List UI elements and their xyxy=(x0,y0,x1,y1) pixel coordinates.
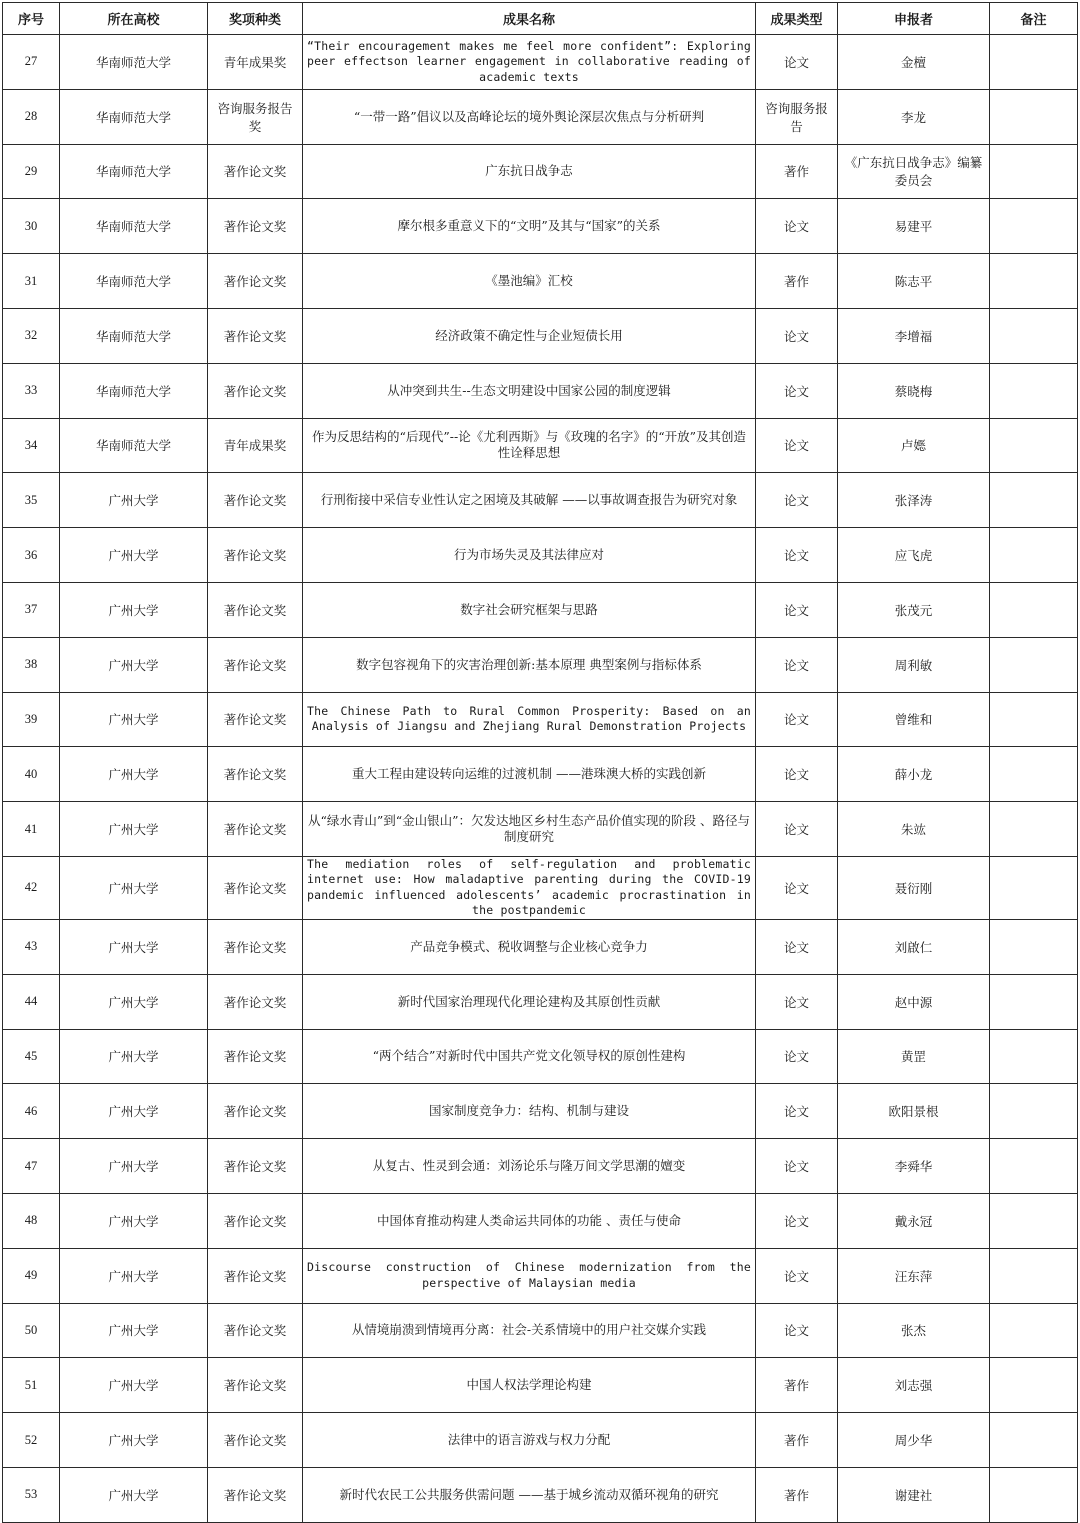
cell-type: 论文 xyxy=(756,582,838,637)
cell-remark xyxy=(990,1358,1078,1413)
cell-index: 36 xyxy=(3,528,60,583)
cell-award: 著作论文奖 xyxy=(208,254,303,309)
cell-school: 华南师范大学 xyxy=(60,363,208,418)
cell-school: 广州大学 xyxy=(60,473,208,528)
cell-award: 著作论文奖 xyxy=(208,637,303,692)
cell-type: 论文 xyxy=(756,1248,838,1303)
cell-title: “两个结合”对新时代中国共产党文化领导权的原创性建构 xyxy=(303,1029,756,1084)
cell-index: 48 xyxy=(3,1193,60,1248)
header-cell-applicant: 申报者 xyxy=(838,3,990,35)
cell-type: 论文 xyxy=(756,418,838,473)
cell-award: 著作论文奖 xyxy=(208,974,303,1029)
cell-type: 论文 xyxy=(756,747,838,802)
cell-applicant: 汪东萍 xyxy=(838,1248,990,1303)
cell-remark xyxy=(990,1193,1078,1248)
cell-award: 青年成果奖 xyxy=(208,418,303,473)
cell-title: 新时代农民工公共服务供需问题 ——基于城乡流动双循环视角的研究 xyxy=(303,1467,756,1522)
cell-index: 39 xyxy=(3,692,60,747)
cell-award: 著作论文奖 xyxy=(208,144,303,199)
cell-applicant: 周少华 xyxy=(838,1413,990,1468)
cell-school: 广州大学 xyxy=(60,1193,208,1248)
cell-school: 广州大学 xyxy=(60,1413,208,1468)
cell-remark xyxy=(990,254,1078,309)
cell-remark xyxy=(990,1029,1078,1084)
cell-index: 33 xyxy=(3,363,60,418)
table-row xyxy=(3,89,1078,144)
cell-index: 38 xyxy=(3,637,60,692)
cell-title: 行刑衔接中采信专业性认定之困境及其破解 ——以事故调查报告为研究对象 xyxy=(303,473,756,528)
cell-award: 著作论文奖 xyxy=(208,1084,303,1139)
cell-type: 论文 xyxy=(756,1029,838,1084)
cell-type: 论文 xyxy=(756,199,838,254)
cell-applicant: 欧阳景根 xyxy=(838,1084,990,1139)
cell-school: 广州大学 xyxy=(60,1248,208,1303)
cell-type: 著作 xyxy=(756,144,838,199)
cell-award: 著作论文奖 xyxy=(208,1467,303,1522)
cell-remark xyxy=(990,919,1078,974)
cell-applicant: 谢建社 xyxy=(838,1467,990,1522)
cell-award: 著作论文奖 xyxy=(208,1303,303,1358)
cell-award: 著作论文奖 xyxy=(208,747,303,802)
cell-type: 论文 xyxy=(756,802,838,857)
cell-applicant: 《广东抗日战争志》编纂委员会 xyxy=(838,144,990,199)
cell-award: 著作论文奖 xyxy=(208,1413,303,1468)
cell-remark xyxy=(990,1303,1078,1358)
table-row xyxy=(3,199,1078,254)
cell-title: 《墨池编》汇校 xyxy=(303,254,756,309)
table-row xyxy=(3,1193,1078,1248)
cell-index: 31 xyxy=(3,254,60,309)
cell-title: 从复古、性灵到会通：刘汤论乐与隆万间文学思潮的嬗变 xyxy=(303,1139,756,1194)
cell-remark xyxy=(990,35,1078,90)
cell-remark xyxy=(990,856,1078,919)
cell-award: 著作论文奖 xyxy=(208,919,303,974)
header-cell-award: 奖项种类 xyxy=(208,3,303,35)
cell-remark xyxy=(990,1413,1078,1468)
table-row xyxy=(3,144,1078,199)
cell-award: 著作论文奖 xyxy=(208,308,303,363)
cell-applicant: 卢嫕 xyxy=(838,418,990,473)
cell-type: 论文 xyxy=(756,1084,838,1139)
table-row xyxy=(3,35,1078,90)
table-row xyxy=(3,254,1078,309)
header-cell-type: 成果类型 xyxy=(756,3,838,35)
cell-remark xyxy=(990,363,1078,418)
cell-remark xyxy=(990,802,1078,857)
cell-title: 从冲突到共生--生态文明建设中国家公园的制度逻辑 xyxy=(303,363,756,418)
cell-school: 华南师范大学 xyxy=(60,418,208,473)
table-row xyxy=(3,418,1078,473)
cell-type: 论文 xyxy=(756,974,838,1029)
cell-title: 重大工程由建设转向运维的过渡机制 ——港珠澳大桥的实践创新 xyxy=(303,747,756,802)
cell-type: 论文 xyxy=(756,473,838,528)
cell-applicant: 赵中源 xyxy=(838,974,990,1029)
cell-title: 从“绿水青山”到“金山银山”：欠发达地区乡村生态产品价值实现的阶段 、路径与制度研究 xyxy=(303,802,756,857)
cell-award: 著作论文奖 xyxy=(208,582,303,637)
cell-applicant: 黄罡 xyxy=(838,1029,990,1084)
table-row xyxy=(3,363,1078,418)
table-row xyxy=(3,1467,1078,1522)
table-row xyxy=(3,974,1078,1029)
table-row xyxy=(3,802,1078,857)
header-cell-remark: 备注 xyxy=(990,3,1078,35)
cell-type: 咨询服务报告 xyxy=(756,89,838,144)
table-row xyxy=(3,1248,1078,1303)
header-row xyxy=(3,3,1078,35)
cell-applicant: 刘志强 xyxy=(838,1358,990,1413)
cell-award: 著作论文奖 xyxy=(208,692,303,747)
table-row xyxy=(3,856,1078,919)
cell-index: 28 xyxy=(3,89,60,144)
cell-applicant: 薛小龙 xyxy=(838,747,990,802)
cell-index: 51 xyxy=(3,1358,60,1413)
cell-applicant: 蔡晓梅 xyxy=(838,363,990,418)
cell-title: The mediation roles of self‑regulation and problematic internet use: How maladaptive parenting during the COVID‑19 pandemic influenced adolescents’ academic procrastination in the postpandemic xyxy=(303,856,756,919)
cell-award: 著作论文奖 xyxy=(208,199,303,254)
cell-index: 41 xyxy=(3,802,60,857)
cell-index: 34 xyxy=(3,418,60,473)
cell-remark xyxy=(990,582,1078,637)
cell-remark xyxy=(990,473,1078,528)
cell-school: 广州大学 xyxy=(60,802,208,857)
cell-type: 论文 xyxy=(756,919,838,974)
cell-school: 华南师范大学 xyxy=(60,254,208,309)
cell-type: 论文 xyxy=(756,528,838,583)
cell-applicant: 朱竑 xyxy=(838,802,990,857)
cell-school: 广州大学 xyxy=(60,1303,208,1358)
cell-remark xyxy=(990,528,1078,583)
cell-applicant: 周利敏 xyxy=(838,637,990,692)
cell-title: 产品竞争模式、税收调整与企业核心竞争力 xyxy=(303,919,756,974)
cell-school: 广州大学 xyxy=(60,974,208,1029)
cell-school: 广州大学 xyxy=(60,1467,208,1522)
cell-award: 著作论文奖 xyxy=(208,1139,303,1194)
cell-title: “一带一路”倡议以及高峰论坛的境外舆论深层次焦点与分析研判 xyxy=(303,89,756,144)
table-row xyxy=(3,747,1078,802)
cell-type: 著作 xyxy=(756,1358,838,1413)
cell-school: 广州大学 xyxy=(60,1029,208,1084)
cell-applicant: 李舜华 xyxy=(838,1139,990,1194)
cell-index: 43 xyxy=(3,919,60,974)
cell-applicant: 李增福 xyxy=(838,308,990,363)
cell-type: 论文 xyxy=(756,35,838,90)
cell-remark xyxy=(990,308,1078,363)
cell-school: 广州大学 xyxy=(60,692,208,747)
cell-applicant: 聂衍刚 xyxy=(838,856,990,919)
cell-remark xyxy=(990,747,1078,802)
cell-award: 青年成果奖 xyxy=(208,35,303,90)
cell-school: 广州大学 xyxy=(60,856,208,919)
cell-school: 广州大学 xyxy=(60,1139,208,1194)
cell-title: 中国人权法学理论构建 xyxy=(303,1358,756,1413)
cell-index: 52 xyxy=(3,1413,60,1468)
cell-applicant: 刘啟仁 xyxy=(838,919,990,974)
cell-type: 论文 xyxy=(756,637,838,692)
cell-type: 论文 xyxy=(756,692,838,747)
cell-type: 论文 xyxy=(756,1193,838,1248)
cell-school: 广州大学 xyxy=(60,1358,208,1413)
cell-title: 新时代国家治理现代化理论建构及其原创性贡献 xyxy=(303,974,756,1029)
table-row xyxy=(3,1084,1078,1139)
cell-title: 国家制度竞争力：结构、机制与建设 xyxy=(303,1084,756,1139)
cell-applicant: 李龙 xyxy=(838,89,990,144)
cell-index: 29 xyxy=(3,144,60,199)
table-row xyxy=(3,582,1078,637)
cell-title: 作为反思结构的“后现代”--论《尤利西斯》与《玫瑰的名字》的“开放”及其创造性诠释思想 xyxy=(303,418,756,473)
table-row xyxy=(3,473,1078,528)
cell-school: 广州大学 xyxy=(60,919,208,974)
cell-title: 法律中的语言游戏与权力分配 xyxy=(303,1413,756,1468)
cell-type: 著作 xyxy=(756,254,838,309)
cell-title: 行为市场失灵及其法律应对 xyxy=(303,528,756,583)
cell-remark xyxy=(990,1248,1078,1303)
cell-school: 华南师范大学 xyxy=(60,89,208,144)
cell-type: 论文 xyxy=(756,363,838,418)
cell-award: 著作论文奖 xyxy=(208,1248,303,1303)
header-cell-title: 成果名称 xyxy=(303,3,756,35)
cell-title: 摩尔根多重意义下的“文明”及其与“国家”的关系 xyxy=(303,199,756,254)
cell-school: 华南师范大学 xyxy=(60,199,208,254)
cell-index: 49 xyxy=(3,1248,60,1303)
cell-remark xyxy=(990,199,1078,254)
cell-type: 论文 xyxy=(756,1303,838,1358)
cell-award: 著作论文奖 xyxy=(208,1193,303,1248)
table-row xyxy=(3,1413,1078,1468)
awards-table xyxy=(2,2,1078,1523)
cell-school: 广州大学 xyxy=(60,582,208,637)
cell-title: The Chinese Path to Rural Common Prosperity: Based on an Analysis of Jiangsu and Zhejiang Rural Demonstration Projects xyxy=(303,692,756,747)
cell-remark xyxy=(990,1467,1078,1522)
cell-type: 论文 xyxy=(756,308,838,363)
cell-remark xyxy=(990,89,1078,144)
table-row xyxy=(3,692,1078,747)
cell-index: 35 xyxy=(3,473,60,528)
cell-applicant: 金檀 xyxy=(838,35,990,90)
cell-title: 广东抗日战争志 xyxy=(303,144,756,199)
cell-remark xyxy=(990,974,1078,1029)
cell-remark xyxy=(990,418,1078,473)
cell-school: 华南师范大学 xyxy=(60,35,208,90)
cell-remark xyxy=(990,692,1078,747)
cell-award: 著作论文奖 xyxy=(208,473,303,528)
cell-award: 咨询服务报告奖 xyxy=(208,89,303,144)
table-row xyxy=(3,1139,1078,1194)
cell-type: 论文 xyxy=(756,856,838,919)
cell-title: “Their encouragement makes me feel more confident”: Exploring peer effectson learner engagement in collaborative reading of academic texts xyxy=(303,35,756,90)
table-row xyxy=(3,919,1078,974)
cell-school: 华南师范大学 xyxy=(60,144,208,199)
cell-index: 37 xyxy=(3,582,60,637)
cell-index: 50 xyxy=(3,1303,60,1358)
cell-school: 广州大学 xyxy=(60,747,208,802)
cell-applicant: 易建平 xyxy=(838,199,990,254)
cell-applicant: 曾维和 xyxy=(838,692,990,747)
cell-applicant: 戴永冠 xyxy=(838,1193,990,1248)
table-row xyxy=(3,528,1078,583)
cell-school: 华南师范大学 xyxy=(60,308,208,363)
cell-award: 著作论文奖 xyxy=(208,856,303,919)
cell-title: 从情境崩溃到情境再分离：社会-关系情境中的用户社交媒介实践 xyxy=(303,1303,756,1358)
table-row xyxy=(3,1303,1078,1358)
cell-award: 著作论文奖 xyxy=(208,363,303,418)
cell-index: 42 xyxy=(3,856,60,919)
table-row xyxy=(3,637,1078,692)
table-row xyxy=(3,1358,1078,1413)
cell-index: 45 xyxy=(3,1029,60,1084)
cell-award: 著作论文奖 xyxy=(208,1358,303,1413)
cell-title: 数字社会研究框架与思路 xyxy=(303,582,756,637)
cell-index: 32 xyxy=(3,308,60,363)
table-body xyxy=(3,35,1078,1523)
cell-school: 广州大学 xyxy=(60,1084,208,1139)
cell-award: 著作论文奖 xyxy=(208,528,303,583)
cell-type: 著作 xyxy=(756,1467,838,1522)
cell-index: 46 xyxy=(3,1084,60,1139)
cell-school: 广州大学 xyxy=(60,637,208,692)
header-cell-school: 所在高校 xyxy=(60,3,208,35)
cell-school: 广州大学 xyxy=(60,528,208,583)
cell-applicant: 张杰 xyxy=(838,1303,990,1358)
cell-applicant: 陈志平 xyxy=(838,254,990,309)
cell-title: 中国体育推动构建人类命运共同体的功能 、责任与使命 xyxy=(303,1193,756,1248)
cell-title: 经济政策不确定性与企业短债长用 xyxy=(303,308,756,363)
cell-title: 数字包容视角下的灾害治理创新:基本原理 典型案例与指标体系 xyxy=(303,637,756,692)
cell-applicant: 张泽涛 xyxy=(838,473,990,528)
cell-index: 40 xyxy=(3,747,60,802)
cell-award: 著作论文奖 xyxy=(208,1029,303,1084)
cell-index: 30 xyxy=(3,199,60,254)
cell-index: 47 xyxy=(3,1139,60,1194)
table-row xyxy=(3,308,1078,363)
cell-title: Discourse construction of Chinese modernization from the perspective of Malaysian media xyxy=(303,1248,756,1303)
cell-index: 44 xyxy=(3,974,60,1029)
cell-remark xyxy=(990,144,1078,199)
cell-type: 著作 xyxy=(756,1413,838,1468)
cell-applicant: 张茂元 xyxy=(838,582,990,637)
cell-type: 论文 xyxy=(756,1139,838,1194)
cell-index: 27 xyxy=(3,35,60,90)
cell-remark xyxy=(990,1139,1078,1194)
cell-applicant: 应飞虎 xyxy=(838,528,990,583)
header-cell-index: 序号 xyxy=(3,3,60,35)
cell-award: 著作论文奖 xyxy=(208,802,303,857)
cell-index: 53 xyxy=(3,1467,60,1522)
cell-remark xyxy=(990,637,1078,692)
cell-remark xyxy=(990,1084,1078,1139)
table-row xyxy=(3,1029,1078,1084)
